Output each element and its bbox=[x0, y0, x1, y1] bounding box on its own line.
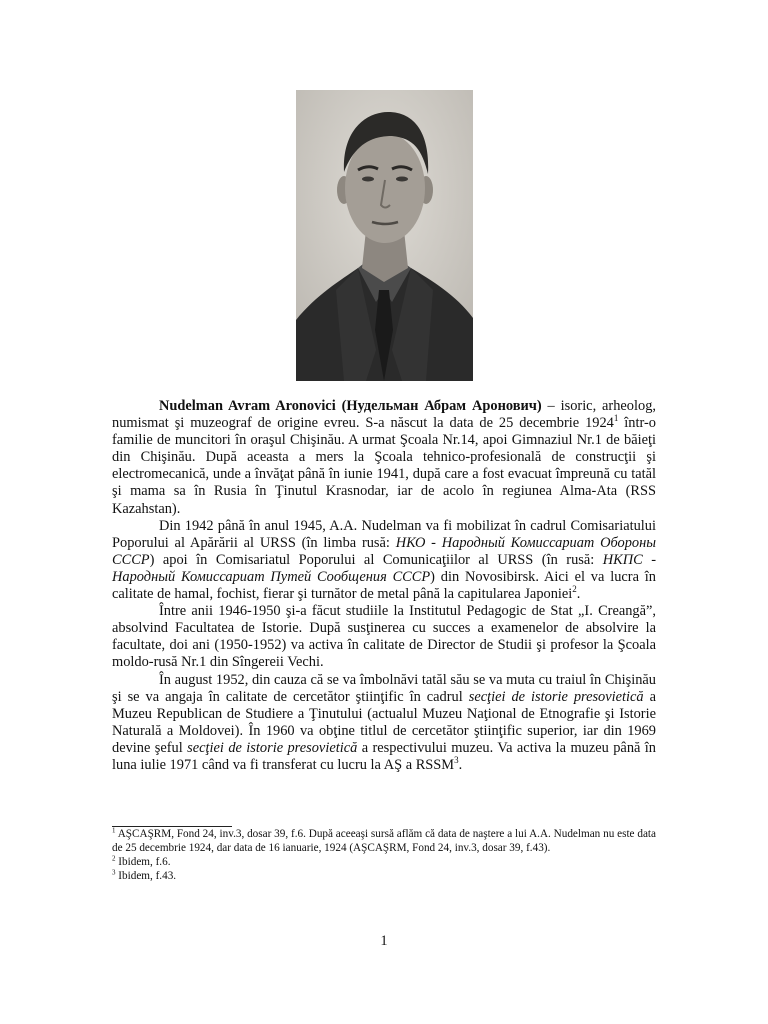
footnote-ref-1[interactable]: 1 bbox=[613, 413, 619, 424]
paragraph-4-italic-a: secţiei de istorie presovietică bbox=[468, 688, 644, 705]
footnote-1 bbox=[112, 828, 656, 856]
portrait-photo bbox=[296, 90, 473, 381]
paragraph-1-text-b: într-o familie de muncitori în oraşul Chişinău. A urmat Şcoala Nr.14, apoi Gimnaziul Nr.1 de băieţi din Chişinău. După aceasta a mers la Şcoala tehnico-profesională de construcţii şi electromecanică, unde a învăţat până în iunie 1941, după care a fost evacuat împreună cu tatăl şi mama sa în Rusia în Ţinutul Krasnodar, iar de acolo în regiunea Alma-Ata (RSS Kazahstan). bbox=[112, 415, 656, 517]
paragraph-4-text-d: . bbox=[458, 756, 463, 773]
footnotes bbox=[112, 828, 656, 884]
footnote-ref-2[interactable]: 2 bbox=[572, 584, 577, 595]
footnote-3-text: Ibidem, f.43. bbox=[115, 869, 177, 882]
paragraph-4 bbox=[112, 672, 656, 775]
paragraph-2-text-c: ) din Novosibirsk. Aici el va lucra în calitate de hamal, fochist, fierar şi turnător de metal până la capitularea Japoniei bbox=[112, 568, 656, 603]
biography-body bbox=[112, 398, 656, 774]
footnote-2-text: Ibidem, f.6. bbox=[115, 855, 171, 868]
footnote-2-number: 2 bbox=[112, 854, 116, 863]
footnote-ref-3[interactable]: 3 bbox=[454, 755, 459, 766]
paragraph-2-text-d: . bbox=[576, 586, 581, 603]
paragraph-4-text-c: a respectivului muzeu. Va activa la muzeu până în luna iulie 1971 când va fi transferat cu lucru la AŞ a RSSM bbox=[112, 739, 656, 773]
footnote-1-text: AŞCAŞRM, Fond 24, inv.3, dosar 39, f.6. După aceeaşi sursă aflăm că data de naştere a lui A.A. Nudelman nu este data de 25 decembrie 1924, dar data de 16 ianuarie, 1924 (AŞCAŞRM, Fond 24, inv.3, dosar 39, f.43). bbox=[112, 828, 656, 854]
footnote-2 bbox=[112, 856, 656, 870]
paragraph-3-text: Între anii 1946-1950 şi-a făcut studiile la Institutul Pedagogic de Stat „I. Creangă”, absolvind Facultatea de Istorie. După susţinerea cu succes a examenelor de absolvire la facultate, doi ani (1950-1952) va activa în calitate de Director de Studii şi profesor la Şcoala moldo-rusă Nr.1 din Sîngereii Vechi. bbox=[112, 603, 656, 671]
paragraph-2-italic-a: НКО - Народный Комиссариат Обороны СССР bbox=[112, 534, 656, 568]
paragraph-4-text-b: a Muzeu Republican de Studiere a Ţinutului (actualul Muzeu Naţional de Etnografie şi Istorie Naturală a Moldovei). În 1960 va obţine titlul de cercetător ştiinţific superior, iar din 1969 devine şeful bbox=[112, 688, 656, 756]
paragraph-3 bbox=[112, 603, 656, 671]
footnote-3 bbox=[112, 867, 656, 884]
footnote-1-number: 1 bbox=[112, 826, 116, 835]
footnote-3-number: 3 bbox=[112, 867, 116, 876]
footnote-separator bbox=[112, 826, 232, 827]
paragraph-1 bbox=[112, 398, 656, 518]
portrait-image bbox=[296, 90, 473, 381]
paragraph-1-text-a: – isoric, arheolog, numismat şi muzeograf de origine evreu. S-a născut la data de 25 decembrie 1924 bbox=[112, 398, 656, 432]
paragraph-4-italic-b: secţiei de istorie presovietică bbox=[187, 739, 358, 756]
paragraph-2-text-b: ) apoi în Comisariatul Poporului al Comunicaţiilor al URSS (în rusă: bbox=[149, 551, 603, 568]
subject-name: Nudelman Avram Aronovici (Нудельман Абрам Аронович) bbox=[159, 398, 542, 414]
page-number: 1 bbox=[380, 933, 388, 949]
paragraph-4-text-a: În august 1952, din cauza că se va îmbolnăvi tatăl său se va muta cu traiul în Chişinău şi se va angaja în calitate de cercetător ştiinţific în cadrul bbox=[112, 671, 656, 705]
paragraph-2-text-a: Din 1942 până în anul 1945, A.A. Nudelman va fi mobilizat în cadrul Comisariatului Poporului al Apărării al URSS (în limba rusă: bbox=[112, 517, 656, 551]
paragraph-2 bbox=[112, 518, 656, 603]
paragraph-2-italic-b: НКПС - Народный Комиссариат Путей Сообщения СССР bbox=[112, 551, 656, 585]
